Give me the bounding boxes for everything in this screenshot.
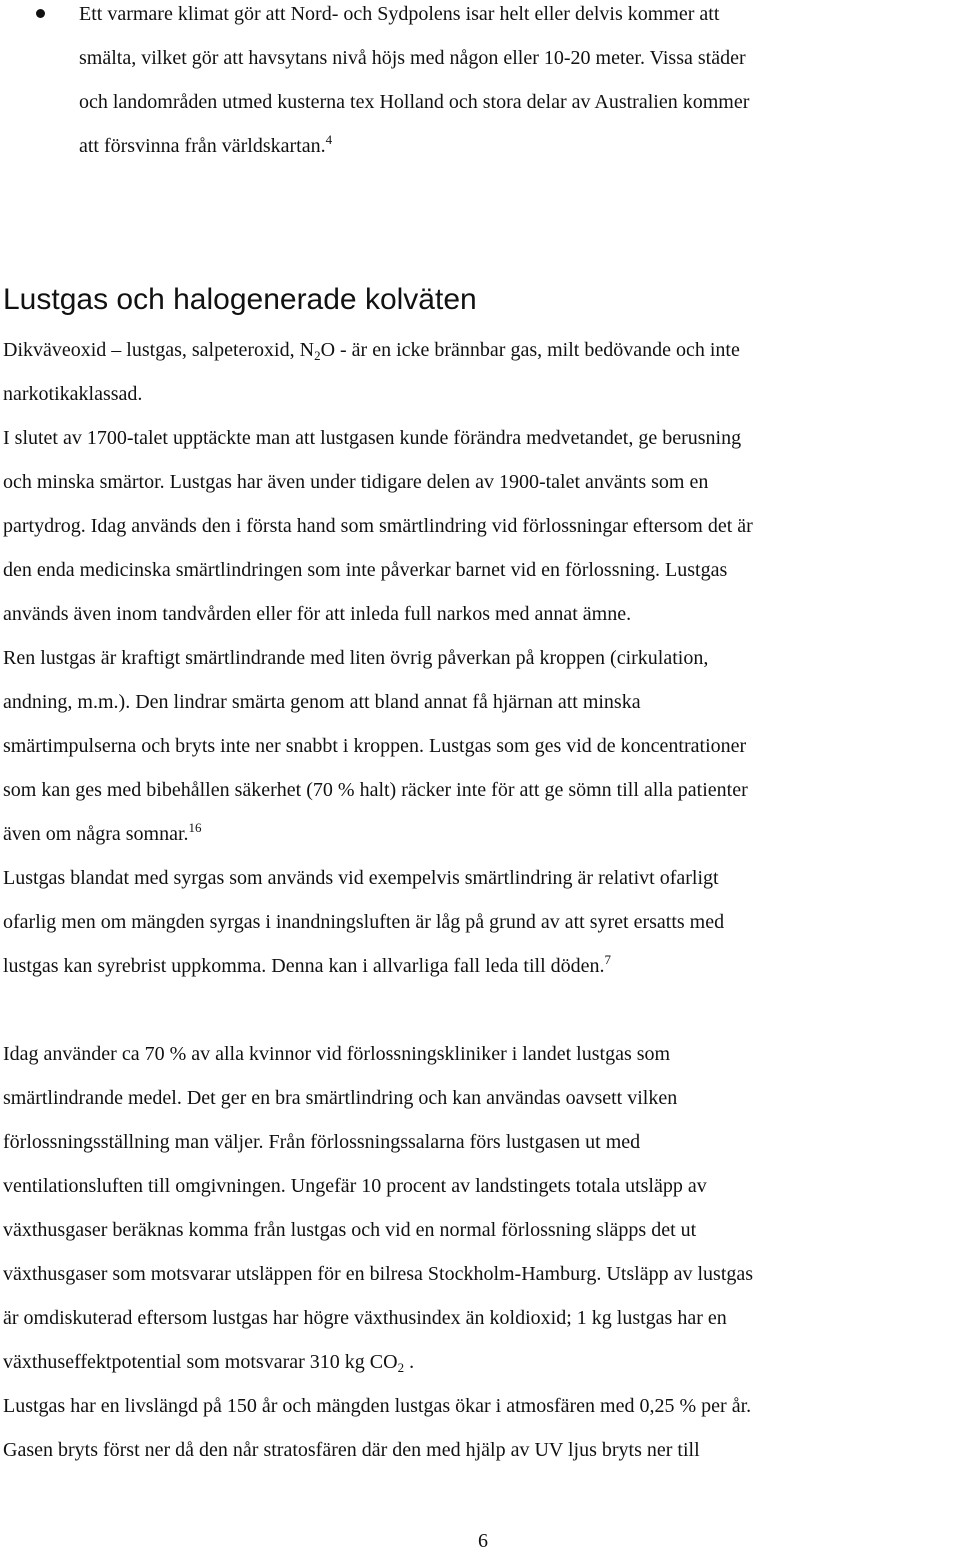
text-line: andning, m.m.). Den lindrar smärta genom att bland annat få hjärnan att minska (3, 691, 641, 713)
text-line: även om några somnar.$^{16}$ (3, 820, 202, 845)
paragraph-effects (3, 644, 958, 864)
text-line: Ett varmare klimat gör att Nord- och Sydpolens isar helt eller delvis kommer att (79, 3, 720, 25)
text-line: lustgas kan syrebrist uppkomma. Denna kan i allvarliga fall leda till döden.$^7$ (3, 952, 612, 977)
text-line: växthusgaser som motsvarar utsläppen för en bilresa Stockholm-Hamburg. Utsläpp av lustgas (3, 1263, 754, 1285)
text-line: Lustgas har en livslängd på 150 år och mängden lustgas ökar i atmosfären med 0,25 % per år. (3, 1395, 752, 1417)
text-line: Dikväveoxid – lustgas, salpeteroxid, $N_2O$ - är en icke brännbar gas, milt bedövande och inte (3, 339, 740, 363)
text-line: som kan ges med bibehållen säkerhet (70 % halt) räcker inte för att ge sömn till alla patienter (3, 779, 748, 801)
paragraph-emissions (3, 1040, 958, 1392)
text-line: smärtimpulserna och bryts inte ner snabbt i kroppen. Lustgas som ges vid de koncentrationer (3, 735, 747, 757)
text-line: är omdiskuterad eftersom lustgas har högre växthusindex än koldioxid; 1 kg lustgas har en (3, 1307, 727, 1329)
text-line: används även inom tandvården eller för att inleda full narkos med annat ämne. (3, 603, 632, 625)
paragraph-safety (3, 864, 958, 996)
text-line: smälta, vilket gör att havsytans nivå höjs med någon eller 10-20 meter. Vissa städer (79, 47, 746, 69)
text-line: partydrog. Idag används den i första hand som smärtlindring vid förlossningar eftersom det är (3, 515, 753, 537)
text-line: ventilationsluften till omgivningen. Ungefär 10 procent av landstingets totala utsläpp av (3, 1175, 707, 1197)
text-line: I slutet av 1700-talet upptäckte man att lustgasen kunde förändra medvetandet, ge berusning (3, 427, 742, 449)
subscript: 2 (397, 1360, 405, 1375)
text-line: ofarlig men om mängden syrgas i inandningsluften är låg på grund av att syret ersatts med (3, 911, 725, 933)
text-line: narkotikaklassad. (3, 383, 143, 405)
footnote-marker: 16 (188, 820, 202, 835)
footnote-marker: 7 (604, 952, 612, 967)
bullet-text (79, 0, 949, 176)
text-line: och landområden utmed kusterna tex Holland och stora delar av Australien kommer (79, 91, 750, 113)
section-heading: Lustgas och halogenerade kolväten (3, 283, 477, 316)
text-line: den enda medicinska smärtlindringen som inte påverkar barnet vid en förlossning. Lustgas (3, 559, 728, 581)
paragraph-atmosphere (3, 1392, 958, 1480)
text-line: Gasen bryts först ner då den når stratosfären där den med hjälp av UV ljus bryts ner till (3, 1439, 700, 1461)
text-line: växthuseffektpotential som motsvarar 310 kg $CO_2$ . (3, 1351, 415, 1375)
text-line: Ren lustgas är kraftigt smärtlindrande med liten övrig påverkan på kroppen (cirkulation, (3, 647, 709, 669)
paragraph-history (3, 424, 958, 644)
text-line: Lustgas blandat med syrgas som används vid exempelvis smärtlindring är relativt ofarligt (3, 867, 719, 889)
text-line: Idag använder ca 70 % av alla kvinnor vid förlossningskliniker i landet lustgas som (3, 1043, 671, 1065)
text-line: växthusgaser beräknas komma från lustgas och vid en normal förlossning släpps det ut (3, 1219, 697, 1241)
subscript: 2 (314, 348, 321, 363)
page-number: 6 (478, 1530, 488, 1552)
footnote-marker: 4 (325, 132, 333, 147)
paragraph-definition (3, 336, 958, 424)
text-line: att försvinna från världskartan.$^4$ (79, 132, 333, 157)
bullet-dot (36, 9, 45, 18)
text-line: smärtlindrande medel. Det ger en bra smärtlindring och kan användas oavsett vilken (3, 1087, 678, 1109)
text-line: och minska smärtor. Lustgas har även under tidigare delen av 1900-talet använts som en (3, 471, 709, 493)
text-line: förlossningsställning man väljer. Från förlossningssalarna förs lustgasen ut med (3, 1131, 641, 1153)
